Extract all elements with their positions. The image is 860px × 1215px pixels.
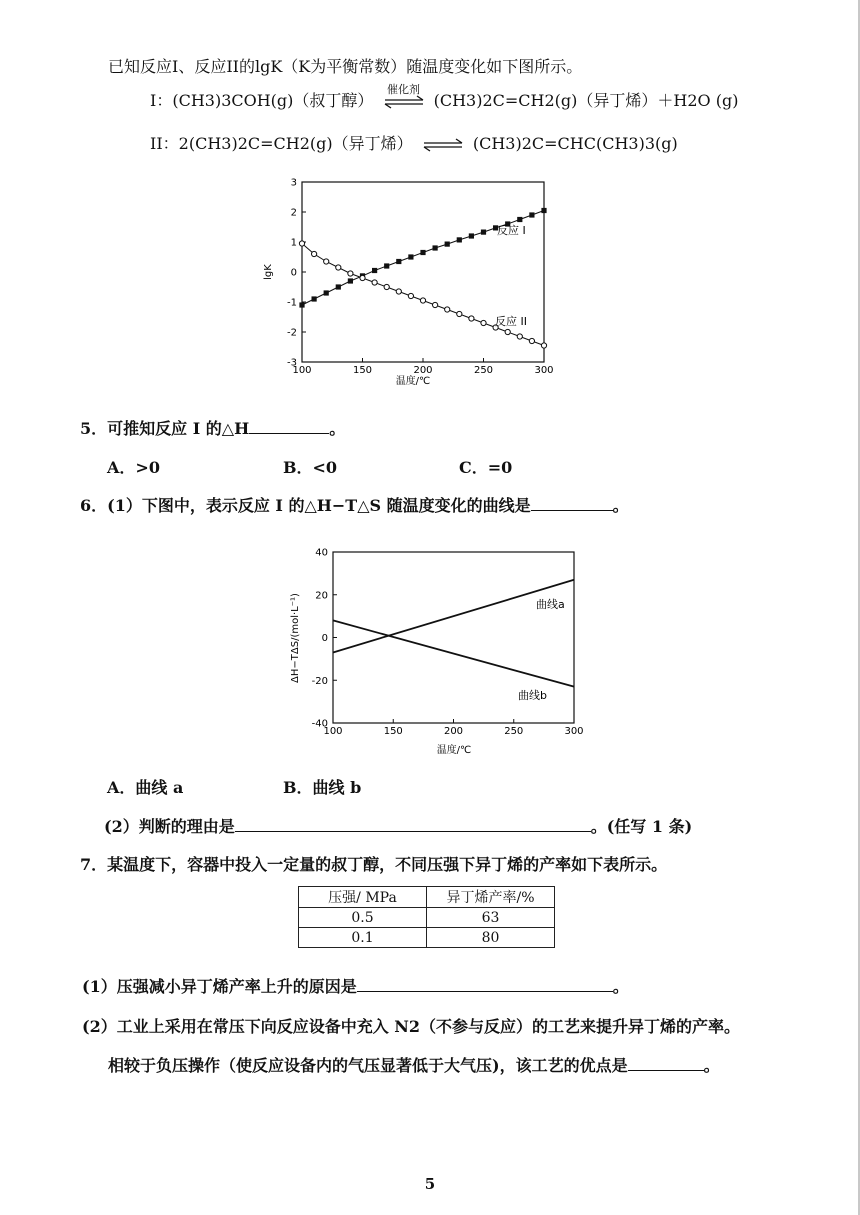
data-point-circle	[481, 320, 486, 325]
question-6-end: 。	[612, 496, 629, 515]
data-point-circle	[517, 334, 522, 339]
question-7-part-2-end: 。	[703, 1056, 720, 1075]
reaction-2-label: II：	[150, 134, 179, 153]
question-6-stem: 6．(1）下图中，表示反应 I 的△H−T△S 随温度变化的曲线是	[80, 496, 531, 515]
question-7-part-2-text: 相较于负压操作（使反应设备内的气压显著低于大气压)，该工艺的优点是	[108, 1056, 628, 1075]
question-7-part-1-end: 。	[612, 977, 629, 996]
data-point-square	[336, 284, 341, 289]
data-point-square	[408, 254, 413, 259]
data-point-square	[372, 268, 377, 273]
data-point-square	[529, 212, 534, 217]
answer-blank[interactable]	[249, 419, 329, 434]
question-6-part-2-label: (2）判断的理由是	[104, 817, 235, 836]
data-point-circle	[529, 338, 534, 343]
question-5-end: 。	[329, 419, 346, 438]
x-tick-label: 300	[564, 726, 584, 737]
data-point-circle	[396, 289, 401, 294]
curve-b-label: 曲线b	[518, 689, 547, 702]
data-point-square	[457, 237, 462, 242]
data-point-circle	[299, 241, 304, 246]
lgk-chart	[255, 172, 555, 392]
x-tick-label: 100	[323, 726, 343, 737]
table-cell: 0.1	[299, 928, 427, 948]
table-header: 压强/ MPa	[299, 887, 427, 908]
reaction-2-right: (CH3)2C=CHC(CH3)3(g)	[472, 134, 678, 153]
y-tick-label: -3	[287, 357, 297, 369]
q5-option-a: A．>0	[107, 458, 160, 477]
y-tick-label: -20	[311, 675, 328, 687]
series-line	[333, 620, 574, 686]
reaction-1-left: (CH3)3COH(g)（叔丁醇）	[172, 91, 374, 110]
question-5	[80, 416, 345, 439]
y-tick-label: 2	[290, 207, 297, 219]
y-axis-label: ΔH−TΔS/(mol·L⁻¹)	[290, 593, 301, 683]
page-number: 5	[424, 1175, 436, 1193]
equilibrium-arrow-icon	[422, 136, 464, 154]
data-point-circle	[336, 265, 341, 270]
y-tick-label: -2	[287, 327, 297, 339]
reaction-1	[150, 82, 739, 111]
data-point-circle	[384, 284, 389, 289]
question-7-part-1-label: (1）压强减小异丁烯产率上升的原因是	[82, 977, 357, 996]
data-point-square	[348, 278, 353, 283]
y-tick-label: 0	[290, 267, 297, 279]
data-point-circle	[505, 329, 510, 334]
gibbs-chart	[282, 542, 592, 760]
reaction-1-right: (CH3)2C=CH2(g)（异丁烯）＋H2O (g)	[433, 91, 739, 110]
data-point-circle	[408, 293, 413, 298]
y-tick-label: -1	[287, 297, 297, 309]
q6-option-a: A．曲线 a	[107, 778, 184, 797]
x-tick-label: 200	[413, 365, 433, 376]
x-axis-label: 温度/℃	[395, 376, 431, 387]
data-point-square	[433, 245, 438, 250]
x-tick-label: 250	[473, 365, 494, 376]
data-point-circle	[433, 302, 438, 307]
q5-option-c: C．=0	[459, 458, 513, 477]
table-cell: 63	[427, 908, 555, 928]
x-tick-label: 250	[504, 726, 524, 737]
question-6-part-2	[104, 814, 692, 837]
data-point-circle	[360, 275, 365, 280]
data-point-square	[396, 259, 401, 264]
data-point-square	[384, 263, 389, 268]
curve-a-label: 曲线a	[536, 598, 565, 611]
table-header: 异丁烯产率/%	[427, 887, 555, 908]
data-point-square	[299, 302, 304, 307]
y-tick-label: 1	[290, 237, 297, 249]
x-tick-label: 150	[352, 365, 373, 376]
table-header-row	[299, 887, 555, 908]
question-7-stem: 7．某温度下，容器中投入一定量的叔丁醇，不同压强下异丁烯的产率如下表所示。	[80, 855, 668, 874]
legend-reaction-1: 反应 I	[497, 224, 526, 237]
data-point-square	[481, 230, 486, 235]
table-row	[299, 908, 555, 928]
q6-option-b: B．曲线 b	[283, 778, 362, 797]
catalyst-label: 催化剂	[387, 82, 421, 96]
data-point-square	[420, 250, 425, 255]
y-axis-label: lgK	[263, 264, 274, 280]
question-6	[80, 493, 629, 516]
data-point-circle	[372, 280, 377, 285]
reaction-2	[150, 131, 678, 154]
data-point-circle	[420, 298, 425, 303]
table-cell: 80	[427, 928, 555, 948]
data-point-circle	[445, 307, 450, 312]
question-6-part-2-end: 。(任写 1 条)	[590, 817, 693, 836]
data-point-circle	[457, 311, 462, 316]
data-point-square	[445, 242, 450, 247]
data-point-square	[517, 217, 522, 222]
answer-blank[interactable]	[235, 817, 591, 832]
q5-option-b: B．<0	[283, 458, 338, 477]
question-7-part-2-line-1: (2）工业上采用在常压下向反应设备中充入 N2（不参与反应）的工艺来提升异丁烯的产率。	[82, 1017, 741, 1036]
reaction-1-label: I：	[150, 91, 173, 110]
data-point-circle	[541, 343, 546, 348]
pressure-yield-table	[298, 886, 555, 948]
x-tick-label: 200	[443, 726, 464, 737]
legend-reaction-2: 反应 II	[495, 315, 527, 328]
answer-blank[interactable]	[531, 496, 613, 511]
y-tick-label: 20	[315, 590, 328, 602]
data-point-circle	[469, 316, 474, 321]
y-tick-label: -40	[311, 718, 328, 730]
data-point-square	[324, 290, 329, 295]
data-point-square	[312, 296, 317, 301]
x-axis-label: 温度/℃	[436, 745, 472, 756]
x-tick-label: 300	[534, 365, 554, 376]
table-cell: 0.5	[299, 908, 427, 928]
answer-blank[interactable]	[357, 977, 613, 992]
series-line	[333, 580, 574, 653]
question-5-stem: 5．可推知反应 I 的△H	[80, 419, 250, 438]
data-point-circle	[348, 271, 353, 276]
equilibrium-arrow-icon	[383, 82, 425, 111]
x-tick-label: 100	[292, 365, 312, 376]
question-7-part-1	[82, 974, 629, 997]
table-row	[299, 928, 555, 948]
y-tick-label: 3	[290, 177, 297, 189]
x-tick-label: 150	[383, 726, 403, 737]
y-tick-label: 40	[315, 547, 328, 559]
answer-blank[interactable]	[628, 1056, 704, 1071]
question-7-part-2-line-2	[108, 1053, 720, 1076]
data-point-circle	[324, 259, 329, 264]
data-point-square	[469, 233, 474, 238]
y-tick-label: 0	[321, 633, 328, 644]
reaction-2-left: 2(CH3)2C=CH2(g)（异丁烯）	[178, 134, 413, 153]
data-point-circle	[312, 251, 317, 256]
data-point-square	[541, 208, 546, 213]
intro-text: 已知反应I、反应II的lgK（K为平衡常数）随温度变化如下图所示。	[108, 57, 583, 76]
